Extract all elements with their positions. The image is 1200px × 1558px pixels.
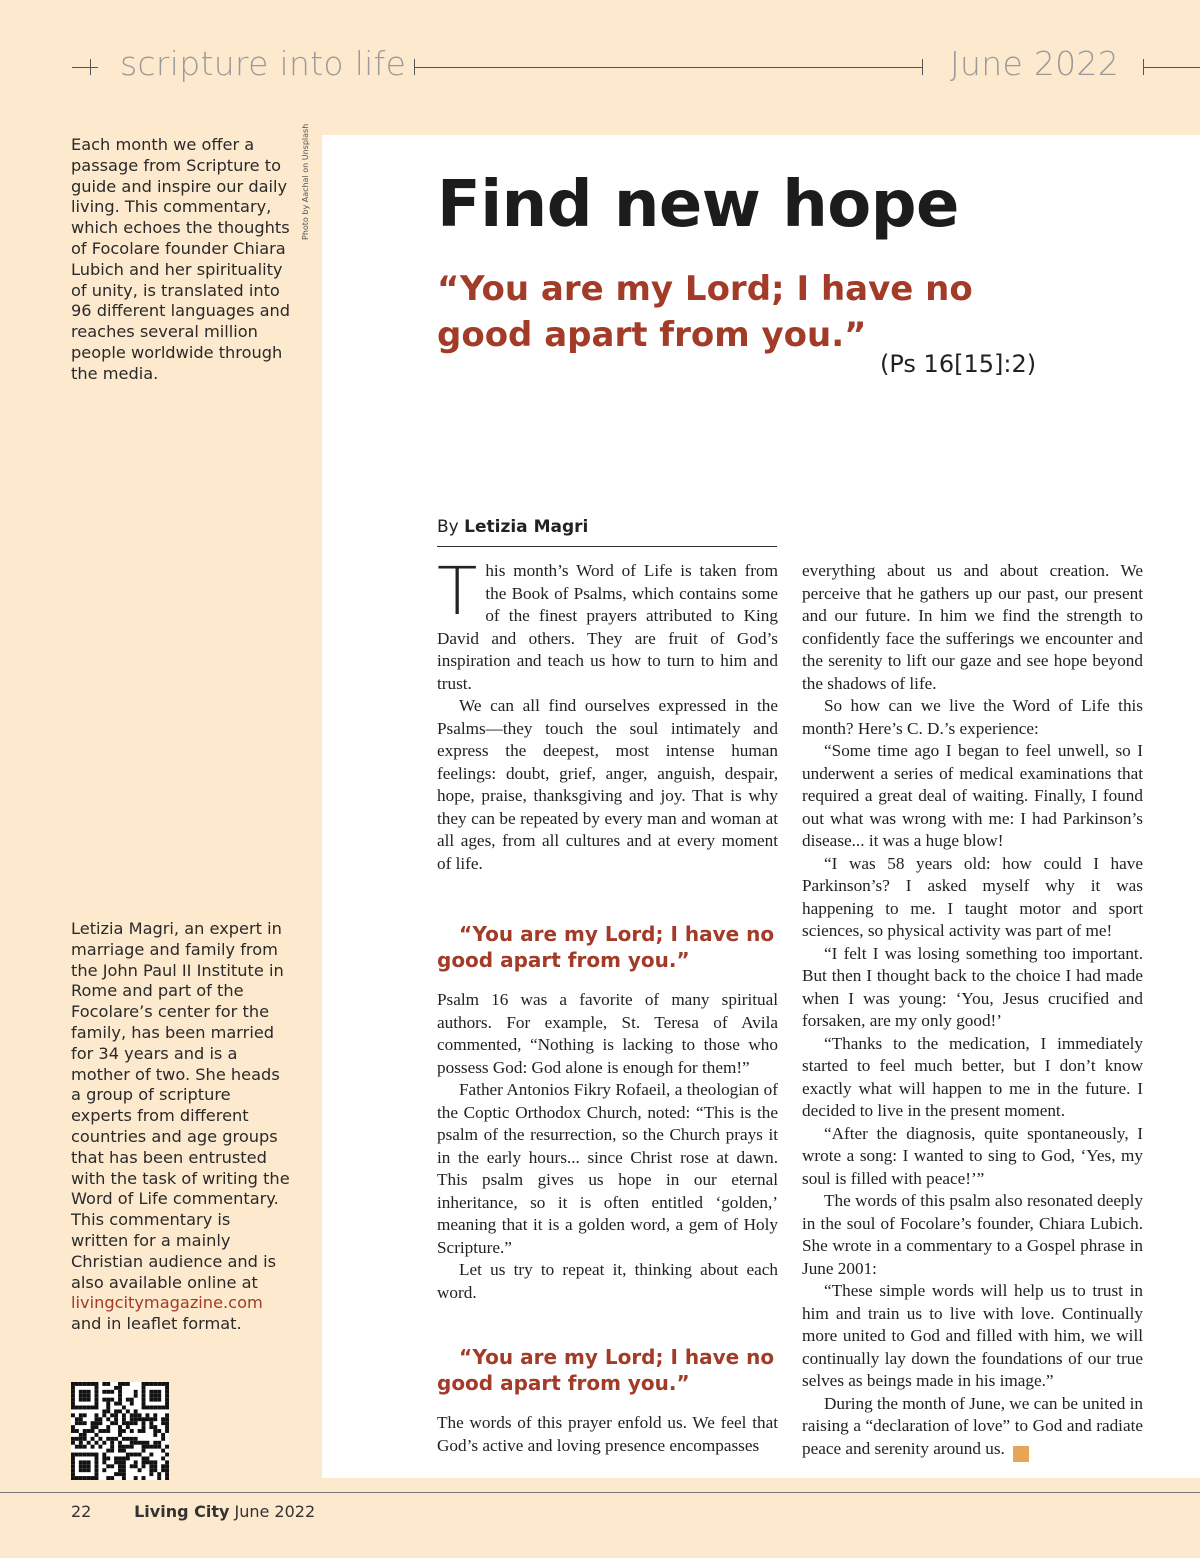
- paragraph: So how can we live the Word of Life this month? Here’s C. D.’s experience:: [802, 696, 1143, 738]
- paragraph: Let us try to repeat it, thinking about each word.: [437, 1260, 778, 1302]
- paragraph: “These simple words will help us to trust in him and train us to live with love. Continually more united to God and filled with him, we will continually lay down the foundations of our true selves as beings made in his image.”: [802, 1281, 1143, 1390]
- paragraph: “Some time ago I began to feel unwell, so I underwent a series of medical examinations that required a great deal of waiting. Finally, I found out what was wrong with me: I had Parkinson’s disease... it was a huge blow!: [802, 741, 1143, 850]
- byline-prefix: By: [437, 517, 459, 537]
- paragraph: We can all find ourselves expressed in the Psalms—they touch the soul intimately and express the deepest, most intense human feelings: doubt, grief, anger, anguish, despair, hope, praise, thanksgiving and joy. That is why they can be repeated by every man and woman at all ages, from all cultures and at every moment of life.: [437, 696, 778, 873]
- footer-rule: [0, 1492, 1200, 1493]
- end-mark-icon: LC: [1013, 1446, 1029, 1462]
- paragraph: “Thanks to the medication, I immediately started to feel much better, but I don’t know exactly what will happen to me in the future. I decided to live in the present moment.: [802, 1033, 1143, 1120]
- header-rule: [72, 67, 98, 68]
- article-column-1: [437, 553, 778, 1457]
- paragraph: Psalm 16 was a favorite of many spiritual authors. For example, St. Teresa of Avila commented, “Nothing is lacking to those who possess God: God alone is enough for them!”: [437, 990, 778, 1077]
- article-column-2: [802, 560, 1143, 1462]
- paragraph-text: During the month of June, we can be united in raising a “declaration of love” to God and radiate peace and serenity around us.: [802, 1393, 1143, 1458]
- headline-quote: “You are my Lord; I have no good apart from you.”: [437, 269, 973, 355]
- qr-code[interactable]: [71, 1382, 169, 1480]
- page-footer: [71, 1502, 315, 1521]
- intro-text: Each month we offer a passage from Scripture to guide and inspire our daily living. This commentary, which echoes the thoughts of Focolare founder Chiara Lubich and her spirituality of unity, is translated into 96 different languages and reaches several million people worldwide through the media.: [71, 135, 291, 383]
- paragraph: “I felt I was losing something too important. But then I thought back to the choice I had made when I was young: ‘You, Jesus crucified and forsaken, are my only good!’: [802, 943, 1143, 1030]
- header-rule: [414, 67, 922, 68]
- subheading: “You are my Lord; I have no good apart from you.”: [437, 922, 775, 972]
- scripture-reference: (Ps 16[15]:2): [880, 350, 1037, 378]
- paragraph: The words of this prayer enfold us. We feel that God’s active and loving presence encompasses: [437, 1413, 778, 1455]
- author-name: Letizia Magri: [464, 517, 589, 537]
- paragraph: The words of this psalm also resonated deeply in the soul of Focolare’s founder, Chiara Lubich. She wrote in a commentary to a Gospel phrase in June 2001:: [802, 1191, 1143, 1278]
- paragraph: [802, 1393, 1143, 1462]
- section-title: scripture into life: [120, 44, 407, 83]
- website-link[interactable]: livingcitymagazine.com: [71, 1293, 263, 1313]
- sidebar-bio: [71, 919, 291, 1335]
- sidebar-intro: [71, 135, 291, 385]
- byline: [437, 517, 777, 547]
- paragraph: “After the diagnosis, quite spontaneously, I wrote a song: I wanted to sing to God, ‘Yes, my soul is filled with peace!’”: [802, 1123, 1143, 1188]
- author-bio: Letizia Magri, an expert in marriage and family from the John Paul II Institute in Rome and part of the Focolare’s center for the family, has been married for 34 years and is a mother of two. She heads a group of scripture experts from different countries and age groups that has been entrusted with the task of writing the Word of Life commentary.: [71, 919, 290, 1209]
- availability-pre: This commentary is written for a mainly Christian audience and is also available online at: [71, 1210, 277, 1292]
- paragraph-text: his month’s Word of Life is taken from the Book of Psalms, which contains some of the finest prayers attributed to King David and others. They are fruit of God’s inspiration and teach us how to turn to him and trust.: [437, 561, 778, 693]
- issue-date: June 2022: [950, 44, 1120, 83]
- paragraph: everything about us and about creation. We perceive that he gathers up our past, our present and our future. In him we find the strength to confidently face the sufferings we encounter and the serenity to lift our gaze and see hope beyond the shadows of life.: [802, 561, 1143, 693]
- drop-cap: T: [437, 553, 478, 630]
- qr-code-graphic: [71, 1382, 169, 1480]
- photo-credit: Photo by Aachal on Unsplash: [301, 123, 310, 240]
- paragraph: [437, 553, 778, 695]
- page-number: 22: [71, 1502, 92, 1521]
- footer-issue: June 2022: [234, 1502, 316, 1521]
- page-header: [0, 0, 1200, 130]
- subheading: “You are my Lord; I have no good apart from you.”: [437, 1345, 775, 1395]
- paragraph: “I was 58 years old: how could I have Parkinson’s? I asked myself why it was happening to me. I taught motor and sport sciences, so physical activity was part of me!: [802, 853, 1143, 940]
- availability-post: and in leaflet format.: [71, 1314, 242, 1334]
- magazine-name: Living City: [134, 1502, 230, 1521]
- availability-note: [71, 1210, 291, 1335]
- header-rule: [1143, 67, 1200, 68]
- paragraph: Father Antonios Fikry Rofaeil, a theologian of the Coptic Orthodox Church, noted: “This is the psalm of the resurrection, so the Church prays it in the early hours... since Christ rose at dawn. This psalm gives us hope in our eternal inheritance, so it is often entitled ‘golden,’ meaning that it is a golden word, a gem of Holy Scripture.”: [437, 1080, 778, 1257]
- article-title: Find new hope: [437, 168, 959, 242]
- header-rule-tick: [922, 59, 923, 75]
